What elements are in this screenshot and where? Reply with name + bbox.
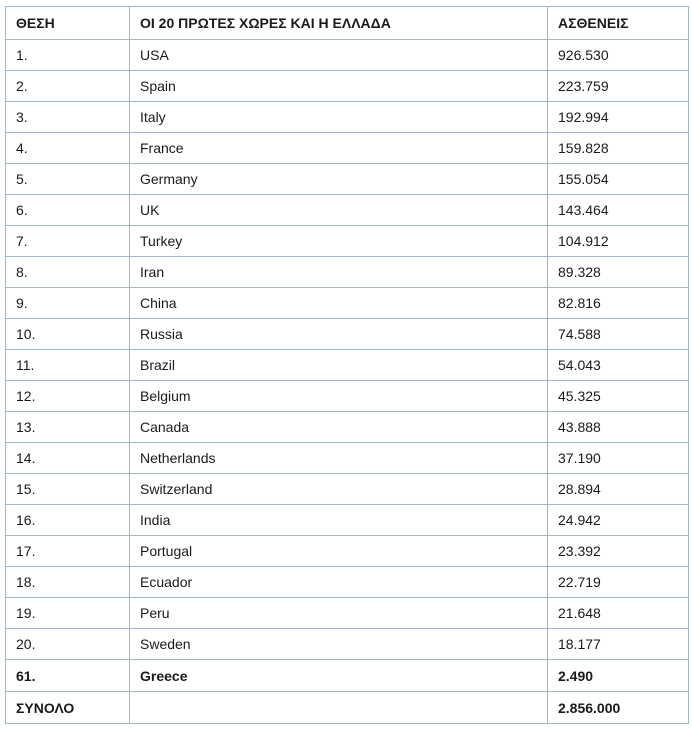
cell-cases: 89.328 [548, 257, 689, 288]
cell-cases: 155.054 [548, 164, 689, 195]
total-row [6, 692, 689, 724]
table-row [6, 629, 689, 660]
cell-cases: 104.912 [548, 226, 689, 257]
cell-rank: 12. [6, 381, 130, 412]
cell-rank: 20. [6, 629, 130, 660]
cell-rank: 14. [6, 443, 130, 474]
cell-rank: 9. [6, 288, 130, 319]
table-row [6, 71, 689, 102]
cell-country: Italy [130, 102, 548, 133]
cell-country: Ecuador [130, 567, 548, 598]
cell-cases: 24.942 [548, 505, 689, 536]
cases-table [5, 6, 689, 724]
table-header-row [6, 7, 689, 40]
greece-row [6, 660, 689, 692]
cell-rank: 19. [6, 598, 130, 629]
header-cases: ΑΣΘΕΝΕΙΣ [548, 7, 689, 40]
header-country: ΟΙ 20 ΠΡΩΤΕΣ ΧΩΡΕΣ ΚΑΙ Η ΕΛΛΑΔΑ [130, 7, 548, 40]
cell-cases: 926.530 [548, 40, 689, 71]
table-row [6, 319, 689, 350]
cell-country: Peru [130, 598, 548, 629]
cell-country: Turkey [130, 226, 548, 257]
cell-rank: 17. [6, 536, 130, 567]
cell-rank: 7. [6, 226, 130, 257]
table-row [6, 288, 689, 319]
cell-cases: 143.464 [548, 195, 689, 226]
table-row [6, 474, 689, 505]
cell-cases: 223.759 [548, 71, 689, 102]
table-row [6, 350, 689, 381]
table-row [6, 226, 689, 257]
cell-country: Belgium [130, 381, 548, 412]
cell-cases: 28.894 [548, 474, 689, 505]
cell-rank: 4. [6, 133, 130, 164]
cell-country: China [130, 288, 548, 319]
cell-cases: 22.719 [548, 567, 689, 598]
cell-country: Germany [130, 164, 548, 195]
cell-rank: 3. [6, 102, 130, 133]
cell-cases: 192.994 [548, 102, 689, 133]
cell-country: Sweden [130, 629, 548, 660]
cell-rank: 13. [6, 412, 130, 443]
cell-cases: 74.588 [548, 319, 689, 350]
header-rank: ΘΕΣΗ [6, 7, 130, 40]
cell-cases: 21.648 [548, 598, 689, 629]
cell-country: Greece [130, 660, 548, 692]
cell-country: UK [130, 195, 548, 226]
table-row [6, 536, 689, 567]
cell-rank: 15. [6, 474, 130, 505]
cell-country: Portugal [130, 536, 548, 567]
table-row [6, 412, 689, 443]
cell-country: USA [130, 40, 548, 71]
cell-rank: 6. [6, 195, 130, 226]
cell-rank: 5. [6, 164, 130, 195]
table-row [6, 133, 689, 164]
cell-rank: 2. [6, 71, 130, 102]
table-row [6, 567, 689, 598]
cell-cases: 45.325 [548, 381, 689, 412]
total-label: ΣΥΝΟΛΟ [6, 692, 130, 724]
table-row [6, 381, 689, 412]
cell-rank: 1. [6, 40, 130, 71]
cell-rank: 61. [6, 660, 130, 692]
total-cases: 2.856.000 [548, 692, 689, 724]
cell-cases: 18.177 [548, 629, 689, 660]
cell-cases: 159.828 [548, 133, 689, 164]
cell-country: Iran [130, 257, 548, 288]
table-row [6, 443, 689, 474]
cell-cases: 54.043 [548, 350, 689, 381]
cell-rank: 8. [6, 257, 130, 288]
table-row [6, 505, 689, 536]
cell-country: France [130, 133, 548, 164]
table-row [6, 598, 689, 629]
cell-rank: 18. [6, 567, 130, 598]
table-row [6, 195, 689, 226]
cell-rank: 16. [6, 505, 130, 536]
table-row [6, 164, 689, 195]
cell-country: Netherlands [130, 443, 548, 474]
table-row [6, 40, 689, 71]
cell-cases: 43.888 [548, 412, 689, 443]
cell-country: Canada [130, 412, 548, 443]
cell-cases: 23.392 [548, 536, 689, 567]
table-row [6, 257, 689, 288]
cell-country: India [130, 505, 548, 536]
cell-cases: 82.816 [548, 288, 689, 319]
cell-rank: 10. [6, 319, 130, 350]
cell-country: Brazil [130, 350, 548, 381]
cell-country: Spain [130, 71, 548, 102]
cell-rank: 11. [6, 350, 130, 381]
cell-country [130, 692, 548, 724]
cell-cases: 2.490 [548, 660, 689, 692]
cell-country: Switzerland [130, 474, 548, 505]
cell-cases: 37.190 [548, 443, 689, 474]
table-row [6, 102, 689, 133]
cell-country: Russia [130, 319, 548, 350]
